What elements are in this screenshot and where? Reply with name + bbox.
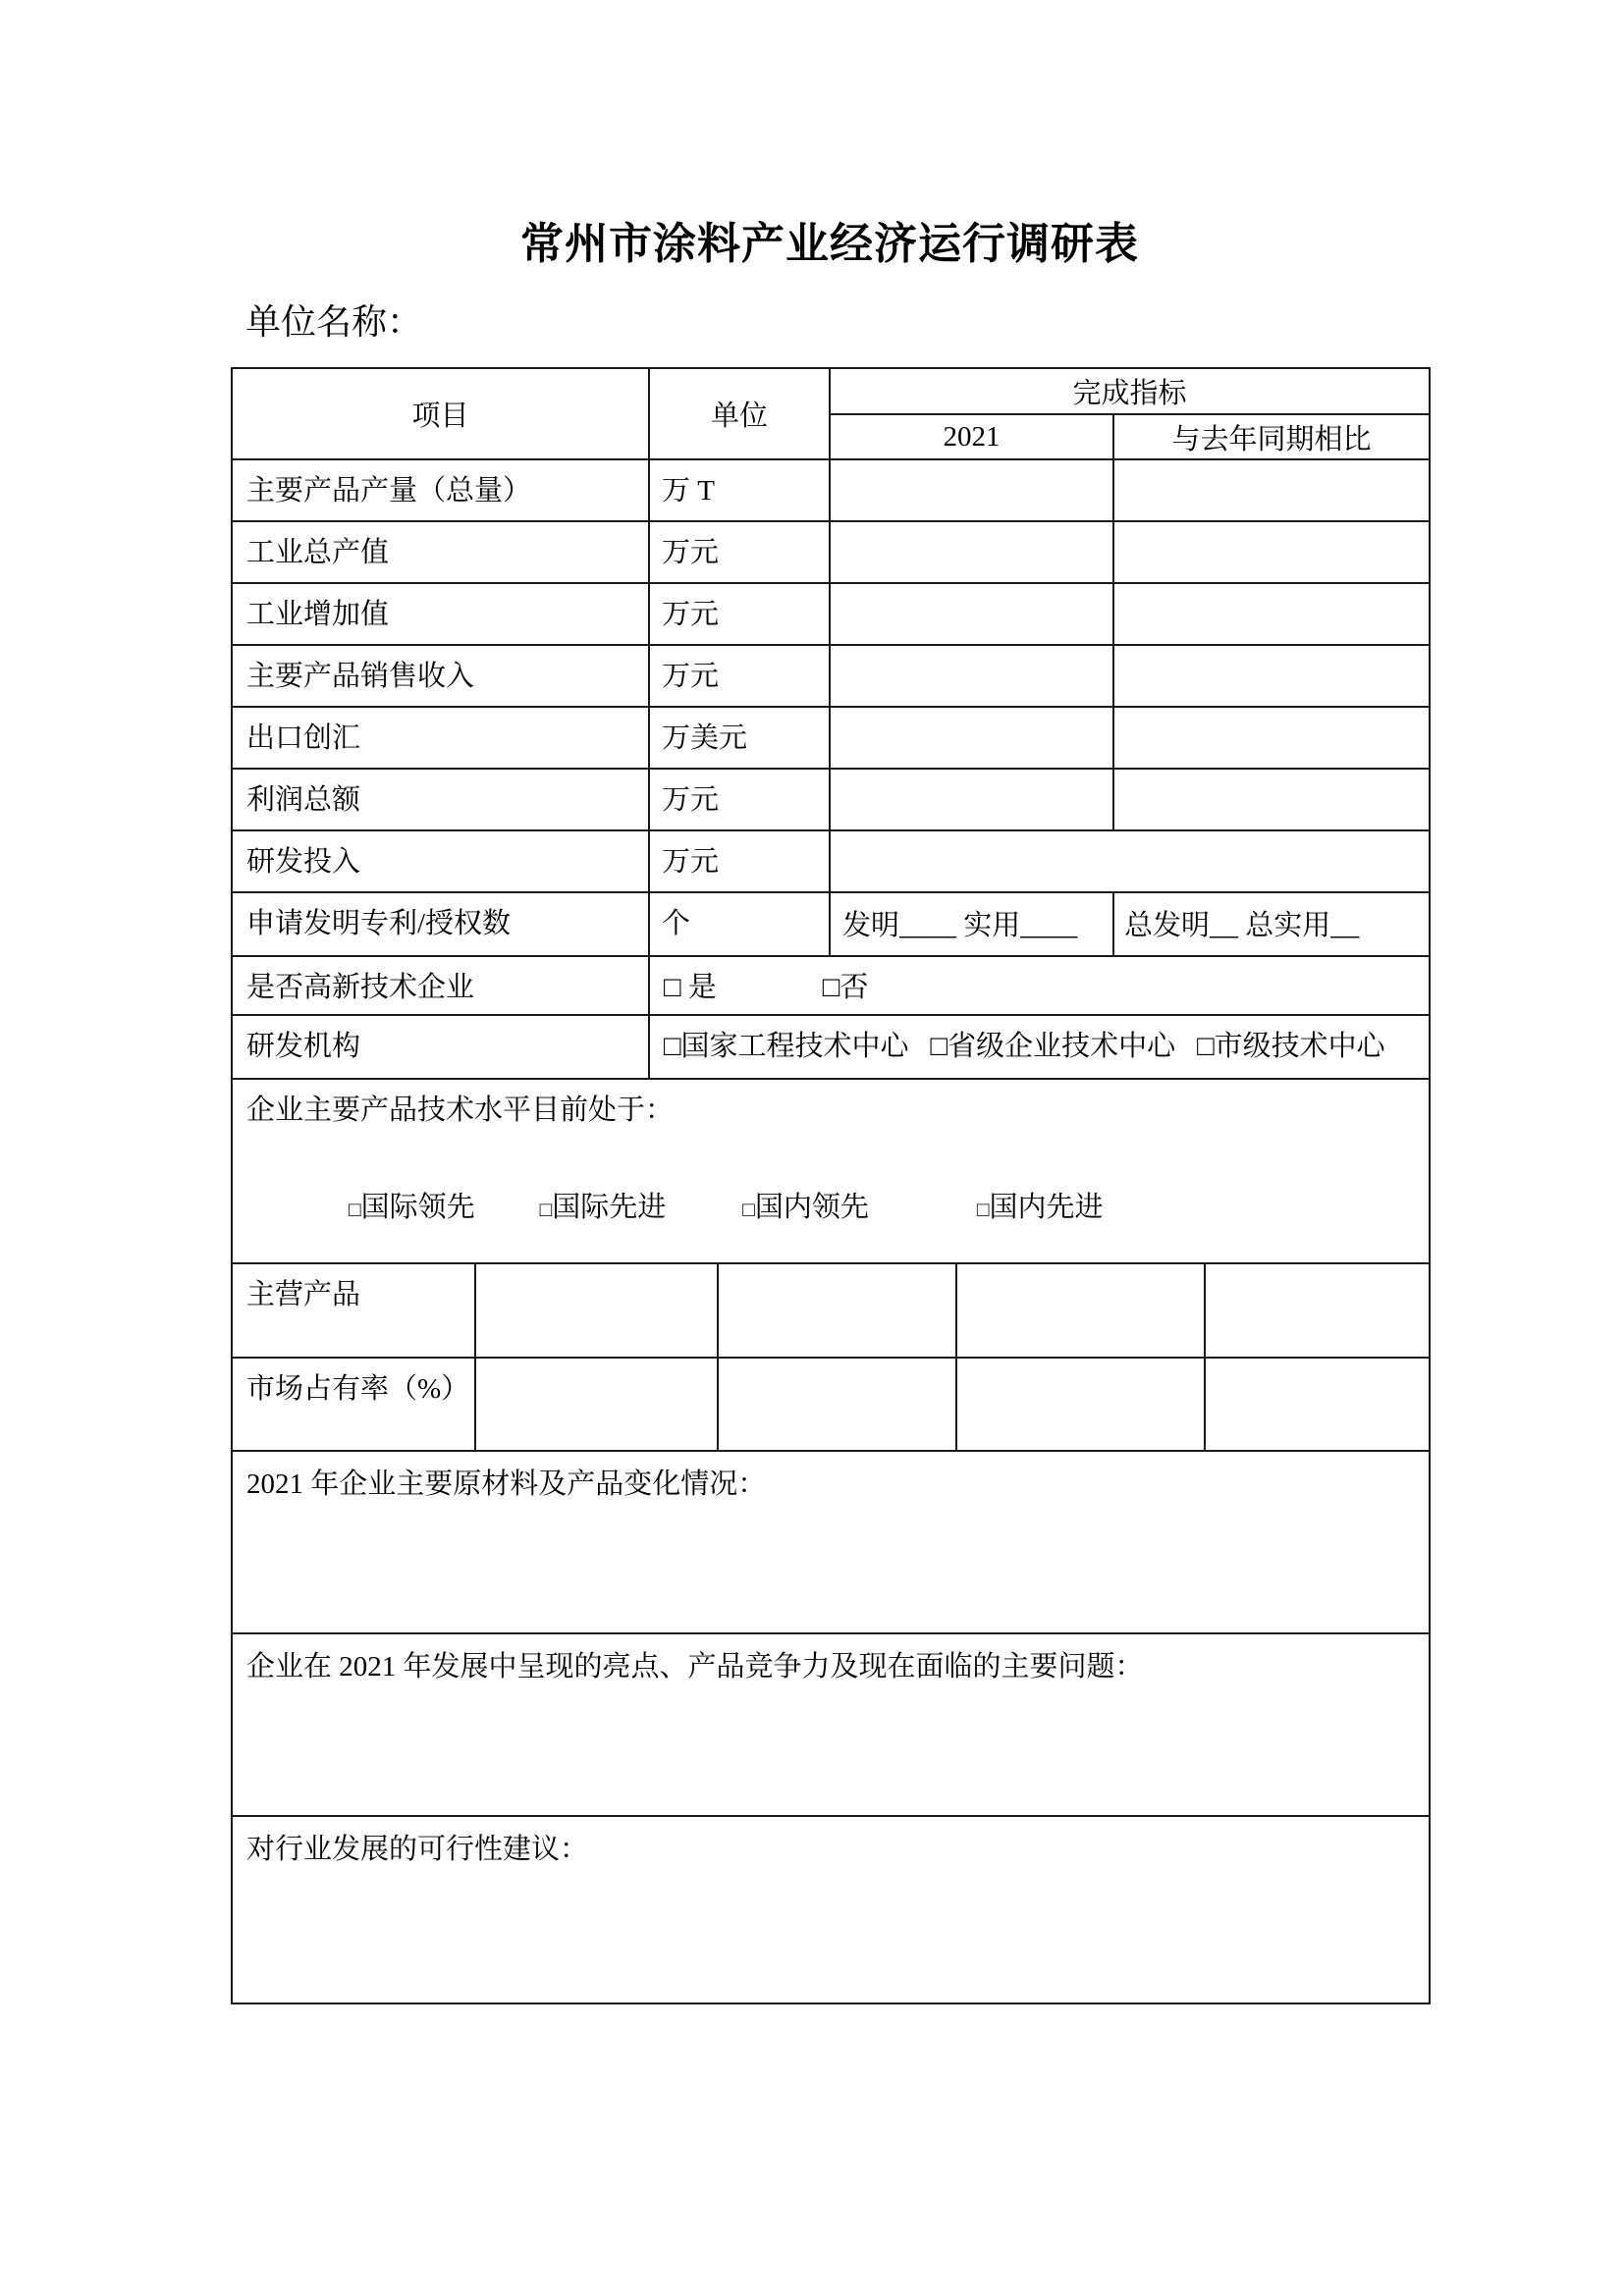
table-row-patent bbox=[232, 892, 1430, 956]
input-cell-compare[interactable] bbox=[1113, 583, 1430, 645]
input-cell-2021[interactable] bbox=[830, 769, 1113, 830]
row-label: 研发投入 bbox=[232, 830, 649, 892]
table-row bbox=[232, 459, 1430, 521]
row-unit: 个 bbox=[649, 892, 830, 956]
checkbox-provincial-enterprise-center[interactable]: □省级企业技术中心 bbox=[930, 1031, 1176, 1062]
tech-level-options bbox=[246, 1185, 1419, 1225]
page-title: 常州市涂料产业经济运行调研表 bbox=[520, 220, 1139, 268]
row-unit: 万元 bbox=[649, 645, 830, 707]
checkbox-national-engineering-center[interactable]: □国家工程技术中心 bbox=[664, 1031, 909, 1062]
input-cell-compare[interactable] bbox=[1113, 459, 1430, 521]
input-cell-share-3[interactable] bbox=[956, 1358, 1205, 1451]
row-label: 主要产品产量（总量） bbox=[232, 459, 649, 521]
section-label: 企业在 2021 年发展中呈现的亮点、产品竞争力及现在面临的主要问题： bbox=[246, 1651, 1144, 1682]
row-label: 研发机构 bbox=[232, 1015, 649, 1079]
row-unit: 万元 bbox=[649, 830, 830, 892]
checkbox-municipal-center[interactable]: □市级技术中心 bbox=[1197, 1031, 1385, 1062]
section-input-area-highlights-problems[interactable] bbox=[232, 1633, 1430, 1816]
input-cell-merged[interactable] bbox=[830, 830, 1430, 892]
input-cell-product-2[interactable] bbox=[718, 1263, 956, 1358]
table-row-tech-level bbox=[232, 1079, 1430, 1263]
row-label: 市场占有率（%） bbox=[232, 1358, 475, 1451]
input-cell-2021[interactable] bbox=[830, 645, 1113, 707]
table-row bbox=[232, 521, 1430, 583]
tech-level-label: 企业主要产品技术水平目前处于： bbox=[246, 1095, 675, 1126]
input-cell-share-2[interactable] bbox=[718, 1358, 956, 1451]
section-input-area-material-changes[interactable] bbox=[232, 1451, 1430, 1633]
row-label: 利润总额 bbox=[232, 769, 649, 830]
input-cell-share-4[interactable] bbox=[1205, 1358, 1430, 1451]
section-label: 2021 年企业主要原材料及产品变化情况： bbox=[246, 1468, 767, 1500]
row-label: 出口创汇 bbox=[232, 707, 649, 769]
input-cell-2021[interactable] bbox=[830, 459, 1113, 521]
checkbox-domestic-advanced[interactable]: □国内先进 bbox=[976, 1192, 1104, 1223]
row-unit: 万元 bbox=[649, 521, 830, 583]
input-cell-product-1[interactable] bbox=[475, 1263, 718, 1358]
table-row-highlights-problems bbox=[232, 1633, 1430, 1816]
input-cell-2021[interactable] bbox=[830, 521, 1113, 583]
checkbox-no[interactable]: □否 bbox=[822, 972, 869, 1003]
table-row-hightech bbox=[232, 956, 1430, 1015]
col-header-item: 项目 bbox=[232, 368, 649, 459]
row-unit: 万元 bbox=[649, 769, 830, 830]
table-row-material-changes bbox=[232, 1451, 1430, 1633]
checkbox-international-leading[interactable]: □国际领先 bbox=[349, 1192, 475, 1223]
input-cell-2021[interactable] bbox=[830, 583, 1113, 645]
input-cell-product-3[interactable] bbox=[956, 1263, 1205, 1358]
survey-table bbox=[231, 367, 1431, 2004]
rnd-org-options-cell bbox=[649, 1015, 1430, 1079]
row-unit: 万元 bbox=[649, 583, 830, 645]
input-cell-compare[interactable] bbox=[1113, 521, 1430, 583]
hightech-options-cell bbox=[649, 956, 1430, 1015]
row-label: 工业总产值 bbox=[232, 521, 649, 583]
patent-compare-fill-in[interactable]: 总发明__ 总实用__ bbox=[1113, 892, 1430, 956]
input-cell-compare[interactable] bbox=[1113, 769, 1430, 830]
row-label: 主要产品销售收入 bbox=[232, 645, 649, 707]
row-label: 是否高新技术企业 bbox=[232, 956, 649, 1015]
checkbox-yes[interactable]: □ 是 bbox=[664, 972, 717, 1003]
section-label: 对行业发展的可行性建议： bbox=[246, 1834, 589, 1865]
table-row-industry-suggestions bbox=[232, 1816, 1430, 2003]
tech-level-cell bbox=[232, 1079, 1430, 1263]
table-row bbox=[232, 707, 1430, 769]
unit-name-label: 单位名称： bbox=[245, 302, 423, 342]
row-label: 申请发明专利/授权数 bbox=[232, 892, 649, 956]
table-row bbox=[232, 769, 1430, 830]
row-unit: 万美元 bbox=[649, 707, 830, 769]
input-cell-product-4[interactable] bbox=[1205, 1263, 1430, 1358]
table-row bbox=[232, 645, 1430, 707]
row-label: 工业增加值 bbox=[232, 583, 649, 645]
input-cell-2021[interactable] bbox=[830, 707, 1113, 769]
input-cell-compare[interactable] bbox=[1113, 707, 1430, 769]
table-header-row-1 bbox=[232, 368, 1430, 414]
input-cell-share-1[interactable] bbox=[475, 1358, 718, 1451]
table-row-market-share bbox=[232, 1358, 1430, 1451]
table-row-rnd-org bbox=[232, 1015, 1430, 1079]
patent-2021-fill-in[interactable]: 发明____ 实用____ bbox=[830, 892, 1113, 956]
col-header-unit: 单位 bbox=[649, 368, 830, 459]
table-row bbox=[232, 583, 1430, 645]
checkbox-domestic-leading[interactable]: □国内领先 bbox=[742, 1192, 869, 1223]
col-header-2021: 2021 bbox=[830, 414, 1113, 459]
row-label: 主营产品 bbox=[232, 1263, 475, 1358]
input-cell-compare[interactable] bbox=[1113, 645, 1430, 707]
col-header-completion: 完成指标 bbox=[830, 368, 1430, 414]
table-row-main-products bbox=[232, 1263, 1430, 1358]
col-header-compare: 与去年同期相比 bbox=[1113, 414, 1430, 459]
row-unit: 万 T bbox=[649, 459, 830, 521]
table-row-rnd-investment bbox=[232, 830, 1430, 892]
checkbox-international-advanced[interactable]: □国际先进 bbox=[539, 1192, 667, 1223]
section-input-area-industry-suggestions[interactable] bbox=[232, 1816, 1430, 2003]
